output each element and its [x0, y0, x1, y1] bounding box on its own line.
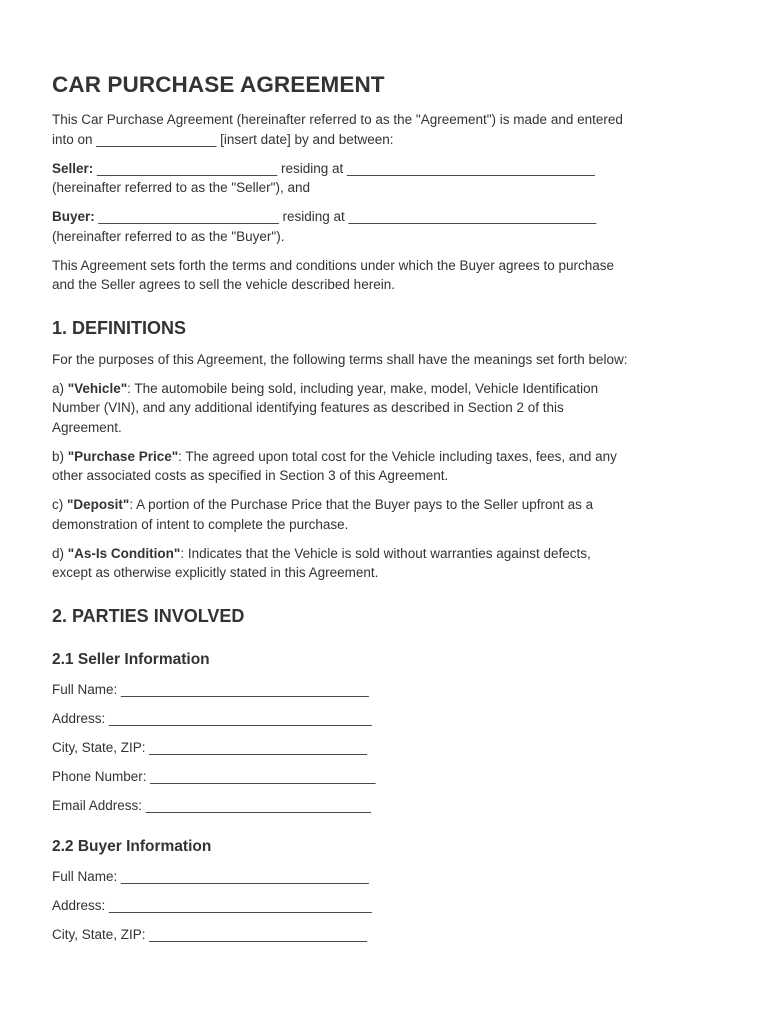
document-title: CAR PURCHASE AGREEMENT	[52, 72, 385, 97]
definition-text: : The automobile being sold, including year, make, model, Vehicle Identification	[127, 380, 599, 396]
buyer-line-2: (hereinafter referred to as the "Buyer").	[52, 228, 285, 244]
seller-full-name-field[interactable]: Full Name: _________________________________	[52, 681, 369, 697]
buyer-address-field[interactable]: Address: ___________________________________	[52, 898, 372, 913]
seller-city-state-zip-field[interactable]: City, State, ZIP: _____________________________	[52, 739, 368, 755]
definitions-intro: For the purposes of this Agreement, the following terms shall have the meanings set forth below:	[52, 351, 628, 367]
definition-term: "Deposit"	[67, 497, 130, 512]
definition-deposit	[52, 495, 732, 534]
seller-party-paragraph	[52, 159, 732, 198]
seller-phone-field[interactable]: Phone Number: ______________________________	[52, 768, 376, 784]
definition-term: "Vehicle"	[67, 380, 128, 396]
definition-vehicle	[52, 379, 732, 438]
seller-email-field[interactable]: Email Address: ______________________________	[52, 797, 372, 813]
definition-text: other associated costs as specified in Section 3 of this Agreement.	[52, 468, 449, 483]
definition-purchase-price	[52, 447, 732, 486]
seller-line-1: ________________________ residing at _________________________________	[93, 160, 595, 176]
buyer-full-name-field[interactable]: Full Name: _________________________________	[52, 869, 369, 884]
definition-text: : A portion of the Purchase Price that the Buyer pays to the Seller upfront as a	[129, 497, 594, 512]
document-page	[52, 70, 732, 945]
definition-text: demonstration of intent to complete the purchase.	[52, 516, 349, 532]
definition-text: : Indicates that the Vehicle is sold without warranties against defects,	[180, 545, 591, 561]
intro-paragraph	[52, 110, 732, 149]
definition-text: Agreement.	[52, 419, 122, 435]
seller-label: Seller:	[52, 160, 94, 176]
buyer-info-heading: 2.2 Buyer Information	[52, 838, 212, 855]
parties-heading: 2. PARTIES INVOLVED	[52, 605, 245, 626]
definition-as-is-condition	[52, 544, 732, 583]
definition-text: except as otherwise explicitly stated in this Agreement.	[52, 565, 379, 580]
buyer-line-1: ________________________ residing at _________________________________	[94, 209, 597, 224]
definition-prefix: c)	[52, 497, 67, 512]
buyer-party-paragraph	[52, 207, 732, 246]
buyer-label: Buyer:	[52, 209, 95, 224]
seller-line-2: (hereinafter referred to as the "Seller"), and	[52, 180, 310, 195]
definition-prefix: a)	[52, 380, 68, 396]
intro-line-1: This Car Purchase Agreement (hereinafter referred to as the "Agreement") is made and entered	[52, 112, 623, 127]
purpose-line-2: and the Seller agrees to sell the vehicle described herein.	[52, 277, 395, 292]
definition-term: "Purchase Price"	[67, 448, 179, 464]
definitions-heading: 1. DEFINITIONS	[52, 317, 187, 338]
definition-term: "As-Is Condition"	[67, 545, 181, 561]
definition-prefix: d)	[52, 545, 68, 561]
definition-text: Number (VIN), and any additional identifying features as described in Section 2 of this	[52, 400, 564, 415]
definition-prefix: b)	[52, 448, 68, 464]
purpose-paragraph	[52, 256, 732, 295]
buyer-city-state-zip-field[interactable]: City, State, ZIP: _____________________________	[52, 927, 368, 942]
seller-address-field[interactable]: Address: ___________________________________	[52, 710, 372, 726]
seller-info-heading: 2.1 Seller Information	[52, 650, 210, 668]
purpose-line-1: This Agreement sets forth the terms and conditions under which the Buyer agrees to purchase	[52, 257, 615, 273]
intro-line-2: into on ________________ [insert date] by and between:	[52, 131, 394, 147]
definition-text: : The agreed upon total cost for the Vehicle including taxes, fees, and any	[178, 448, 617, 464]
